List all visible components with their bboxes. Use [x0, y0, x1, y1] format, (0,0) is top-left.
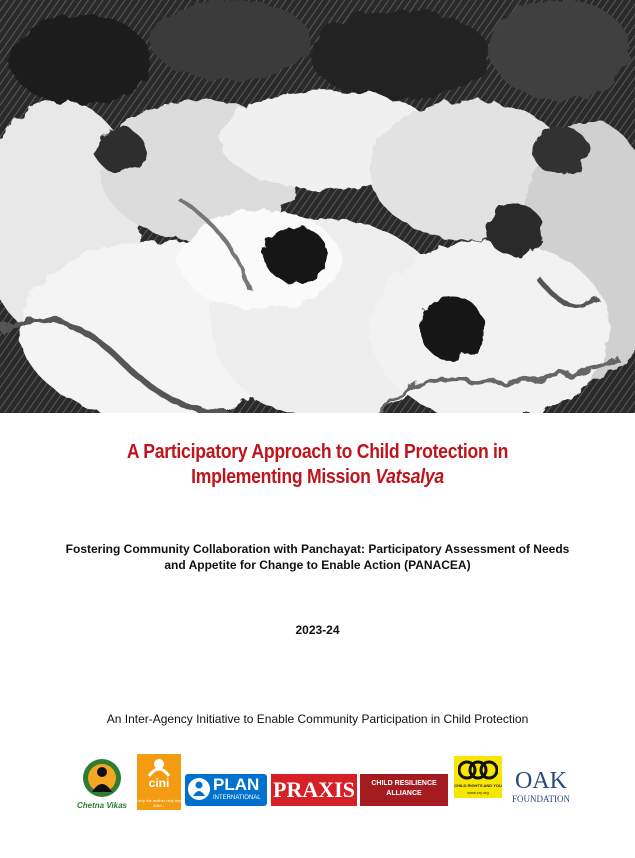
plan-figure-icon	[188, 778, 210, 800]
chetna-vikas-text: Chetna Vikas	[77, 801, 127, 810]
cini-mother-child-icon	[137, 756, 181, 778]
oak-foundation-logo	[510, 768, 572, 808]
oak-text: OAK	[515, 768, 567, 794]
cry-logo	[454, 756, 502, 798]
title-italic-word: Vatsalya	[375, 466, 444, 488]
cry-url: www.cry.org	[467, 790, 489, 795]
cra-line-2: ALLIANCE	[386, 790, 422, 797]
cover-photo	[0, 0, 635, 413]
cini-text: cini	[148, 776, 170, 790]
cra-line-1: CHILD RESILIENCE	[371, 780, 437, 787]
praxis-logo: PRAXIS	[271, 774, 357, 806]
document-title	[38, 440, 597, 490]
cini-tagline: help the mother help the child...	[137, 798, 181, 808]
document-year: 2023-24	[295, 623, 340, 637]
subtitle-line-1: Fostering Community Collaboration with Panchayat: Participatory Assessment of Needs	[65, 542, 570, 556]
cini-logo	[137, 754, 181, 810]
document-subtitle	[60, 541, 575, 573]
initiative-statement: An Inter-Agency Initiative to Enable Community Participation in Child Protection	[106, 712, 529, 726]
cry-text: CHILD RIGHTS AND YOU	[454, 783, 502, 788]
title-line-2-prefix: Implementing Mission	[191, 466, 376, 488]
plan-text: PLAN	[213, 775, 260, 794]
chetna-vikas-emblem-icon	[72, 758, 132, 800]
cry-mark-icon	[458, 759, 498, 781]
subtitle-line-2: and Appetite for Change to Enable Action (PANACEA)	[164, 558, 471, 572]
plan-international-logo	[185, 774, 267, 806]
plan-international-text: INTERNATIONAL	[213, 795, 261, 801]
title-line-2	[38, 465, 597, 490]
title-line-1: A Participatory Approach to Child Protection in	[126, 441, 509, 463]
oak-foundation-text: FOUNDATION	[512, 794, 570, 804]
child-resilience-alliance-logo	[360, 774, 448, 806]
partner-logos	[0, 752, 635, 812]
chetna-vikas-logo	[72, 758, 132, 810]
